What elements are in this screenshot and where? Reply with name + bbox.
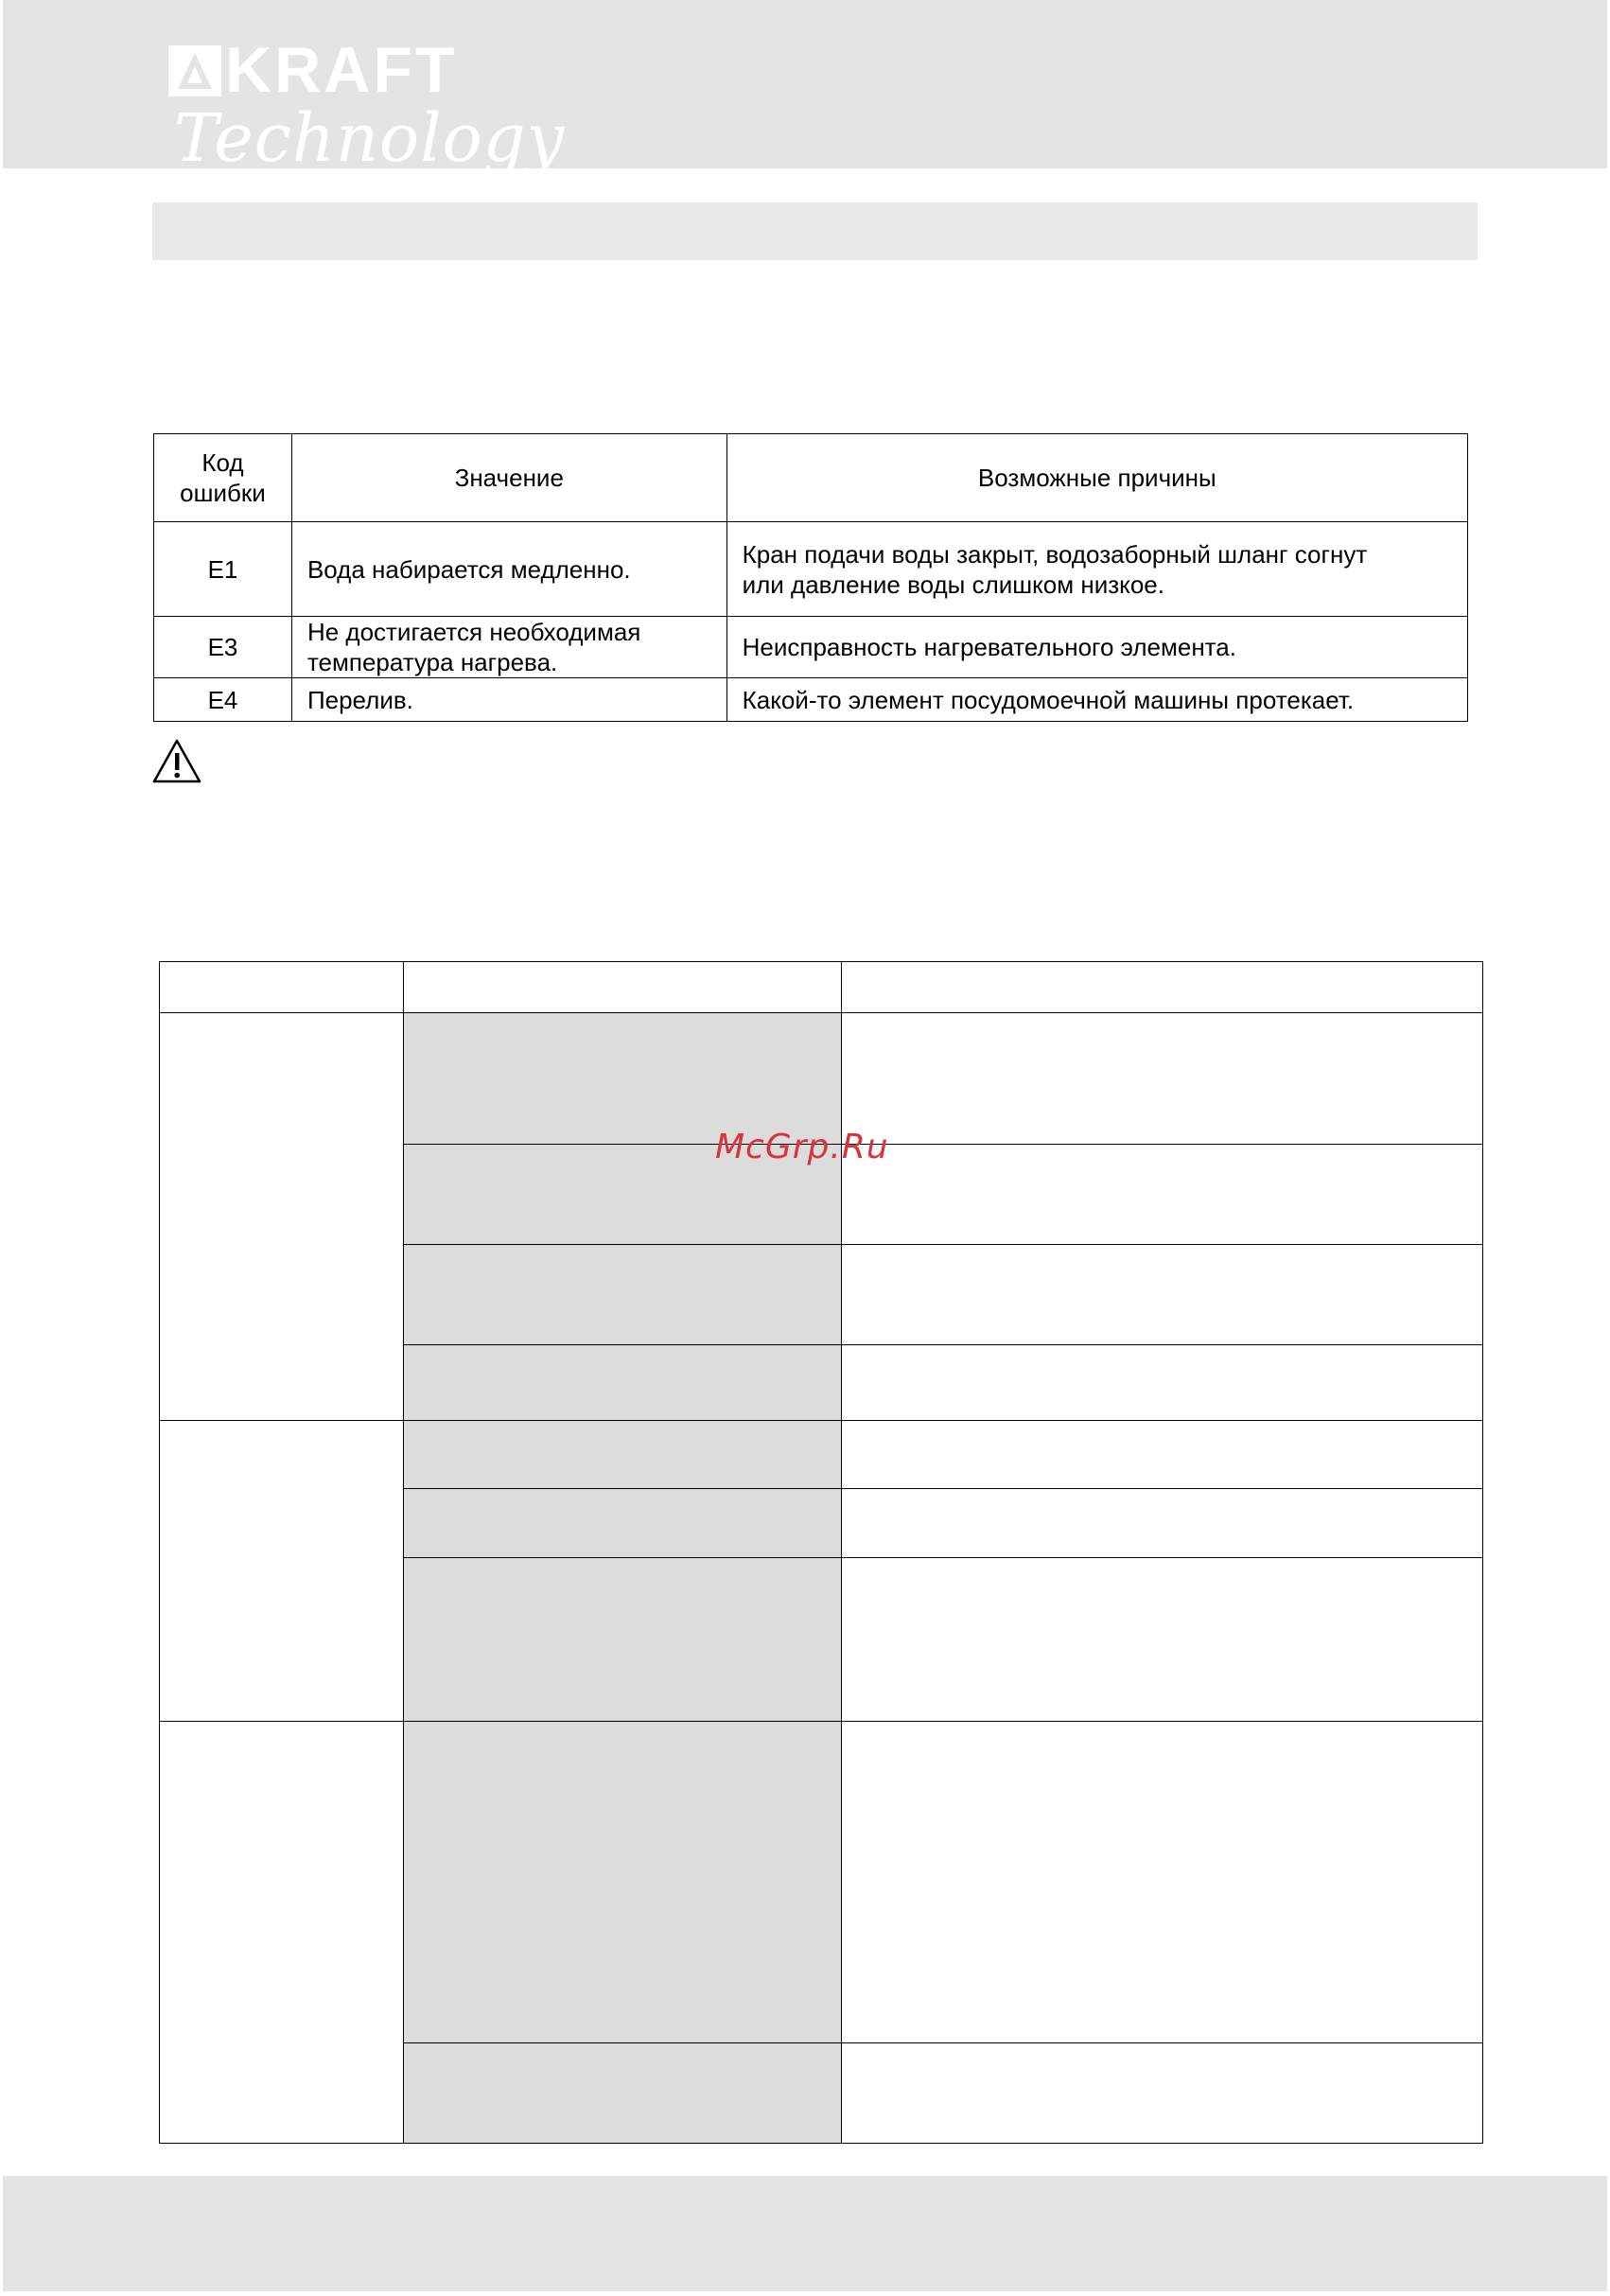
warning-triangle-icon — [151, 738, 202, 785]
kraft-logo-icon — [168, 45, 221, 96]
table-row — [160, 1013, 1483, 1145]
table-cell — [403, 1558, 842, 1722]
error-causes: Кран подачи воды закрыт, водозаборный шланг согнут или давление воды слишком низкое. — [726, 522, 1467, 617]
table-cell — [403, 1345, 842, 1421]
error-meaning: Вода набирается медленно. — [291, 522, 726, 617]
table-header-row — [154, 434, 1468, 522]
footer-band — [3, 2176, 1607, 2291]
header-causes: Возможные причины — [726, 434, 1467, 522]
table-cell — [842, 1558, 1483, 1722]
table-cell — [403, 1421, 842, 1489]
table-cell — [403, 1489, 842, 1558]
error-meaning: Не достигается необходимая температура нагрева. — [291, 617, 726, 678]
table-cell — [842, 1722, 1483, 2043]
error-code: E1 — [154, 522, 292, 617]
header-code: Код ошибки — [154, 434, 292, 522]
table-cell — [403, 1722, 842, 2043]
table-row — [160, 1722, 1483, 2043]
table-cell — [403, 1013, 842, 1145]
table-row — [154, 617, 1468, 678]
table-cell — [842, 1013, 1483, 1145]
watermark-text: McGrp.Ru — [715, 1128, 889, 1166]
table-cell — [842, 1421, 1483, 1489]
table-cell — [160, 1722, 404, 2144]
error-causes: Неисправность нагревательного элемента. — [726, 617, 1467, 678]
table-cell — [842, 2043, 1483, 2144]
table-cell — [842, 1489, 1483, 1558]
error-causes: Какой-то элемент посудомоечной машины протекает. — [726, 678, 1467, 722]
brand-tagline: Technology — [174, 99, 566, 177]
table-cell — [160, 1013, 404, 1421]
table-cell — [842, 962, 1483, 1013]
error-meaning: Перелив. — [291, 678, 726, 722]
error-code: E4 — [154, 678, 292, 722]
brand-name: KRAFT — [225, 34, 458, 106]
table-cell — [842, 1145, 1483, 1245]
table-cell — [842, 1345, 1483, 1421]
table-row — [160, 1421, 1483, 1489]
table-cell — [403, 1245, 842, 1345]
header-meaning: Значение — [291, 434, 726, 522]
brand-logo — [168, 34, 566, 177]
error-code-table — [153, 433, 1468, 722]
table-cell — [160, 962, 404, 1013]
table-row — [154, 678, 1468, 722]
table-cell — [842, 1245, 1483, 1345]
error-code: E3 — [154, 617, 292, 678]
section-heading-bar — [152, 202, 1478, 260]
table-row — [154, 522, 1468, 617]
table-cell — [160, 1421, 404, 1722]
table-cell — [403, 2043, 842, 2144]
table-cell — [403, 962, 842, 1013]
table-header-row — [160, 962, 1483, 1013]
